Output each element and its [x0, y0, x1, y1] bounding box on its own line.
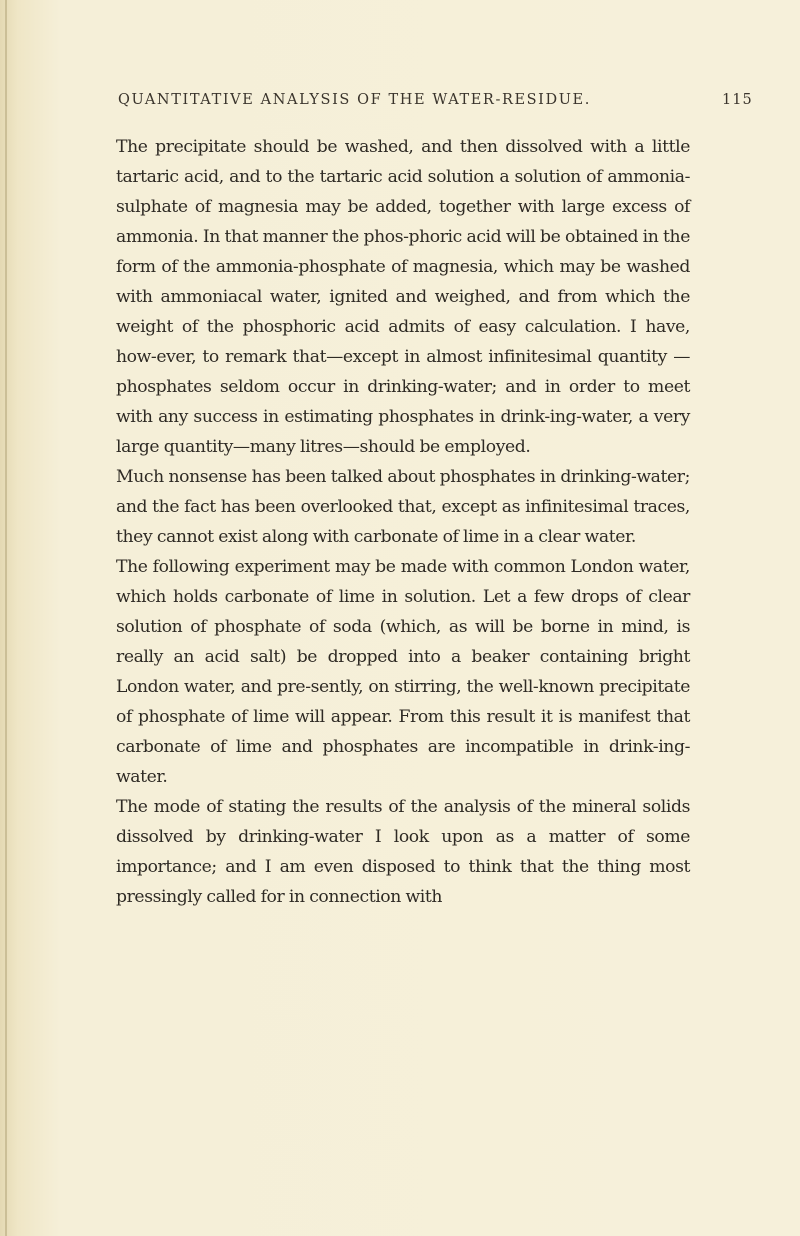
paragraph: The precipitate should be washed, and then dissolved with a little tartaric acid, and to the tartaric acid solution a solution of ammonia-sulphate of magnesia may be added, together with large excess of ammonia. In that manner the phos-phoric acid will be obtained in the form of the ammonia-phosphate of magnesia, which may be washed with ammoniacal water, ignited and weighed, and from which the weight of the phosphoric acid admits of easy calculation. I have, how-ever, to remark that—except in almost infinitesimal quantity —phosphates seldom occur in drinking-water; and in order to meet with any success in estimating phosphates in drink-ing-water, a very large quantity—many litres—should be employed.: [116, 137, 690, 457]
paragraph: Much nonsense has been talked about phosphates in drinking-water; and the fact has been overlooked that, except as infinitesimal traces, they cannot exist along with carbonate of lime in a clear water.: [116, 467, 690, 547]
running-title: QUANTITATIVE ANALYSIS OF THE WATER-RESIDUE.: [118, 92, 591, 108]
paragraph: The following experiment may be made with common London water, which holds carbonate of lime in solution. Let a few drops of clear solution of phosphate of soda (which, as will be borne in mind, is really an acid salt) be dropped into a beaker containing bright London water, and pre-sently, on stirring, the well-known precipitate of phosphate of lime will appear. From this result it is manifest that carbonate of lime and phosphates are incompatible in drink-ing-water.: [116, 557, 690, 787]
body-text: [116, 132, 690, 912]
running-head: [118, 92, 753, 108]
paragraph: The mode of stating the results of the analysis of the mineral solids dissolved by drinking-water I look upon as a matter of some importance; and I am even disposed to think that the thing most pressingly called for in connection with: [116, 797, 690, 907]
page-gutter: [5, 0, 7, 1236]
page-number: 115: [722, 92, 753, 108]
